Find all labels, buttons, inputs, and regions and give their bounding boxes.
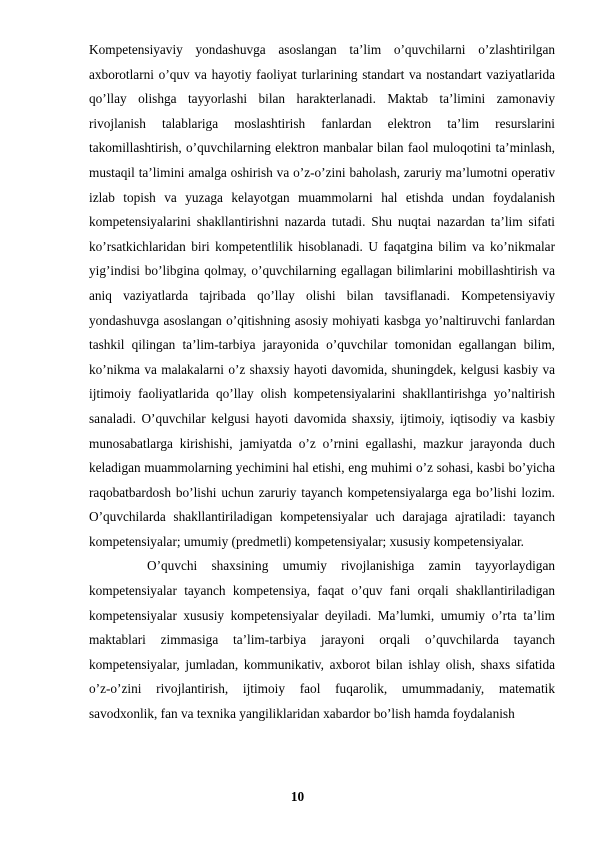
- paragraph-core-competencies: O’quvchi shaxsining umumiy rivojlanishiga zamin tayyorlaydigan kompetensiyalar tayanch kompetensiya, faqat o’quv fani orqali shakllantiriladigan kompetensiyalar xususiy kompetensiyalar deyiladi. Ma’lumki, umumiy o’rta ta’lim maktablari zimmasiga ta’lim-tarbiya jarayoni orqali o’quvchilarda tayanch kompetensiyalar, jumladan, kommunikativ, axborot bilan ishlay olish, shaxs sifatida o’z-o’zini rivojlantirish, ijtimoiy faol fuqarolik, umummadaniy, matematik savodxonlik, fan va texnika yangiliklaridan xabardor bo’lish hamda foydalanish: [89, 558, 555, 722]
- body-text: [89, 38, 555, 727]
- page-number: 10: [290, 789, 305, 804]
- paragraph-competency-approach: Kompetensiyaviy yondashuvga asoslangan ta’lim o’quvchilarni o’zlashtirilgan axborotlarni o’quv va hayotiy faoliyat turlarining standart va nostandart vaziyatlarida qo’llay olishga tayyorlashi bilan harakterlanadi. Maktab ta’limini zamonaviy rivojlanish talablariga moslashtirish fanlardan elektron ta’lim resurslarini takomillashtirish, o’quvchilarning elektron manbalar bilan faol muloqotini ta’minlash, mustaqil ta’limini amalga oshirish va o’z-o’zini baholash, zaruriy ma’lumotni operativ izlab topish va yuzaga kelayotgan muammolarni hal etishda undan foydalanish kompetensiyalarini shakllantirishni nazarda tutadi. Shu nuqtai nazardan ta’lim sifati ko’rsatkichlaridan biri kompetentlilik hisoblanadi. U faqatgina bilim va ko’nikmalar yig’indisi bo’libgina qolmay, o’quvchilarning egallagan bilimlarini mobillashtirish va aniq vaziyatlarda tajribada qo’llay olishi bilan tavsiflanadi. Kompetensiyaviy yondashuvga asoslangan o’qitishning asosiy mohiyati kasbga yo’naltiruvchi fanlardan tashkil qilingan ta’lim-tarbiya jarayonida o’quvchilar tomonidan egallangan bilim, ko’nikma va malakalarni o’z shaxsiy hayoti davomida, shuningdek, kelgusi kasbiy va ijtimoiy faoliyatlarida qo’llay olish kompetensiyalarini shakllantirishga yo’naltirish sanaladi. O’quvchilar kelgusi hayoti davomida shaxsiy, ijtimoiy, iqtisodiy va kasbiy munosabatlarga kirishishi, jamiyatda o’z o’rnini egallashi, mazkur jarayonda duch keladigan muammolarning yechimini hal etishi, eng muhimi o’z sohasi, kasbi bo’yicha raqobatbardosh bo’lishi uchun zaruriy tayanch kompetensiyalarga ega bo’lishi lozim. O’quvchilarda shakllantiriladigan kompetensiyalar uch darajaga ajratiladi: tayanch kompetensiyalar; umumiy (predmetli) kompetensiyalar; xususiy kompetensiyalar.: [89, 42, 555, 549]
